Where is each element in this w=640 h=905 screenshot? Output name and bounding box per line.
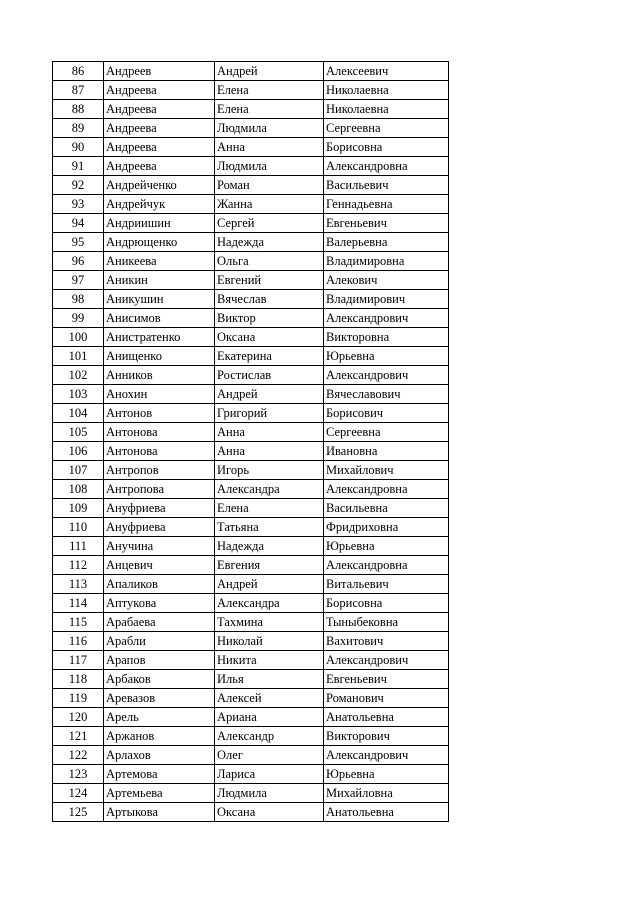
table-row — [53, 309, 449, 328]
table-row — [53, 347, 449, 366]
middle-name-cell: Фридриховна — [324, 518, 449, 537]
row-number: 107 — [53, 461, 104, 480]
table-row — [53, 727, 449, 746]
first-name-cell: Григорий — [215, 404, 324, 423]
first-name-cell: Александр — [215, 727, 324, 746]
first-name-cell: Роман — [215, 176, 324, 195]
last-name-cell: Арлахов — [104, 746, 215, 765]
row-number: 98 — [53, 290, 104, 309]
last-name-cell: Аникушин — [104, 290, 215, 309]
middle-name-cell: Вячеславович — [324, 385, 449, 404]
table-row — [53, 157, 449, 176]
row-number: 123 — [53, 765, 104, 784]
last-name-cell: Ануфриева — [104, 518, 215, 537]
table-row — [53, 499, 449, 518]
middle-name-cell: Сергеевна — [324, 423, 449, 442]
row-number: 102 — [53, 366, 104, 385]
row-number: 92 — [53, 176, 104, 195]
middle-name-cell: Александрович — [324, 746, 449, 765]
last-name-cell: Анцевич — [104, 556, 215, 575]
table-row — [53, 138, 449, 157]
middle-name-cell: Александровна — [324, 157, 449, 176]
row-number: 96 — [53, 252, 104, 271]
last-name-cell: Антропов — [104, 461, 215, 480]
first-name-cell: Елена — [215, 81, 324, 100]
middle-name-cell: Борисовна — [324, 594, 449, 613]
middle-name-cell: Михайловна — [324, 784, 449, 803]
last-name-cell: Апаликов — [104, 575, 215, 594]
row-number: 115 — [53, 613, 104, 632]
middle-name-cell: Юрьевна — [324, 765, 449, 784]
last-name-cell: Антонова — [104, 442, 215, 461]
first-name-cell: Илья — [215, 670, 324, 689]
table-row — [53, 594, 449, 613]
first-name-cell: Никита — [215, 651, 324, 670]
row-number: 109 — [53, 499, 104, 518]
last-name-cell: Андреев — [104, 62, 215, 81]
table-row — [53, 480, 449, 499]
last-name-cell: Артыкова — [104, 803, 215, 822]
middle-name-cell: Михайлович — [324, 461, 449, 480]
last-name-cell: Анистратенко — [104, 328, 215, 347]
table-row — [53, 195, 449, 214]
table-row — [53, 746, 449, 765]
table-row — [53, 176, 449, 195]
first-name-cell: Александра — [215, 594, 324, 613]
row-number: 91 — [53, 157, 104, 176]
row-number: 100 — [53, 328, 104, 347]
table-row — [53, 670, 449, 689]
first-name-cell: Александра — [215, 480, 324, 499]
table-row — [53, 689, 449, 708]
middle-name-cell: Тыныбековна — [324, 613, 449, 632]
row-number: 95 — [53, 233, 104, 252]
row-number: 106 — [53, 442, 104, 461]
row-number: 97 — [53, 271, 104, 290]
row-number: 87 — [53, 81, 104, 100]
row-number: 103 — [53, 385, 104, 404]
first-name-cell: Ольга — [215, 252, 324, 271]
row-number: 112 — [53, 556, 104, 575]
middle-name-cell: Викторовна — [324, 328, 449, 347]
first-name-cell: Оксана — [215, 328, 324, 347]
middle-name-cell: Анатольевна — [324, 708, 449, 727]
row-number: 118 — [53, 670, 104, 689]
middle-name-cell: Александрович — [324, 366, 449, 385]
first-name-cell: Ростислав — [215, 366, 324, 385]
row-number: 108 — [53, 480, 104, 499]
first-name-cell: Андрей — [215, 62, 324, 81]
middle-name-cell: Владимировна — [324, 252, 449, 271]
last-name-cell: Аптукова — [104, 594, 215, 613]
first-name-cell: Виктор — [215, 309, 324, 328]
middle-name-cell: Алекович — [324, 271, 449, 290]
first-name-cell: Жанна — [215, 195, 324, 214]
table-row — [53, 366, 449, 385]
last-name-cell: Андреева — [104, 100, 215, 119]
last-name-cell: Анников — [104, 366, 215, 385]
first-name-cell: Надежда — [215, 233, 324, 252]
middle-name-cell: Николаевна — [324, 100, 449, 119]
middle-name-cell: Геннадьевна — [324, 195, 449, 214]
first-name-cell: Анна — [215, 442, 324, 461]
last-name-cell: Андреева — [104, 81, 215, 100]
first-name-cell: Алексей — [215, 689, 324, 708]
first-name-cell: Сергей — [215, 214, 324, 233]
last-name-cell: Анохин — [104, 385, 215, 404]
last-name-cell: Артемьева — [104, 784, 215, 803]
name-list-table — [52, 61, 449, 822]
row-number: 104 — [53, 404, 104, 423]
row-number: 116 — [53, 632, 104, 651]
table-row — [53, 708, 449, 727]
first-name-cell: Николай — [215, 632, 324, 651]
first-name-cell: Андрей — [215, 575, 324, 594]
middle-name-cell: Николаевна — [324, 81, 449, 100]
first-name-cell: Евгения — [215, 556, 324, 575]
table-row — [53, 385, 449, 404]
row-number: 90 — [53, 138, 104, 157]
first-name-cell: Людмила — [215, 784, 324, 803]
last-name-cell: Аревазов — [104, 689, 215, 708]
last-name-cell: Антропова — [104, 480, 215, 499]
last-name-cell: Андреева — [104, 119, 215, 138]
middle-name-cell: Вахитович — [324, 632, 449, 651]
middle-name-cell: Александровна — [324, 556, 449, 575]
last-name-cell: Антонова — [104, 423, 215, 442]
row-number: 86 — [53, 62, 104, 81]
table-row — [53, 423, 449, 442]
row-number: 117 — [53, 651, 104, 670]
middle-name-cell: Александровна — [324, 480, 449, 499]
middle-name-cell: Юрьевна — [324, 537, 449, 556]
row-number: 119 — [53, 689, 104, 708]
middle-name-cell: Валерьевна — [324, 233, 449, 252]
first-name-cell: Евгений — [215, 271, 324, 290]
name-list-body — [53, 62, 449, 822]
table-row — [53, 575, 449, 594]
last-name-cell: Анисимов — [104, 309, 215, 328]
middle-name-cell: Александрович — [324, 651, 449, 670]
middle-name-cell: Васильевна — [324, 499, 449, 518]
first-name-cell: Анна — [215, 138, 324, 157]
first-name-cell: Тахмина — [215, 613, 324, 632]
middle-name-cell: Борисович — [324, 404, 449, 423]
middle-name-cell: Евгеньевич — [324, 670, 449, 689]
first-name-cell: Елена — [215, 499, 324, 518]
table-row — [53, 252, 449, 271]
middle-name-cell: Юрьевна — [324, 347, 449, 366]
last-name-cell: Андрющенко — [104, 233, 215, 252]
row-number: 125 — [53, 803, 104, 822]
row-number: 121 — [53, 727, 104, 746]
first-name-cell: Игорь — [215, 461, 324, 480]
table-row — [53, 290, 449, 309]
last-name-cell: Андреева — [104, 157, 215, 176]
first-name-cell: Олег — [215, 746, 324, 765]
row-number: 113 — [53, 575, 104, 594]
last-name-cell: Арабаева — [104, 613, 215, 632]
last-name-cell: Анучина — [104, 537, 215, 556]
table-row — [53, 119, 449, 138]
first-name-cell: Екатерина — [215, 347, 324, 366]
table-row — [53, 803, 449, 822]
row-number: 124 — [53, 784, 104, 803]
row-number: 111 — [53, 537, 104, 556]
table-row — [53, 632, 449, 651]
table-row — [53, 556, 449, 575]
table-row — [53, 62, 449, 81]
table-row — [53, 81, 449, 100]
middle-name-cell: Сергеевна — [324, 119, 449, 138]
first-name-cell: Людмила — [215, 119, 324, 138]
row-number: 101 — [53, 347, 104, 366]
row-number: 122 — [53, 746, 104, 765]
table-row — [53, 214, 449, 233]
table-row — [53, 271, 449, 290]
table-row — [53, 613, 449, 632]
row-number: 105 — [53, 423, 104, 442]
first-name-cell: Надежда — [215, 537, 324, 556]
last-name-cell: Аникеева — [104, 252, 215, 271]
last-name-cell: Андриишин — [104, 214, 215, 233]
row-number: 93 — [53, 195, 104, 214]
table-row — [53, 461, 449, 480]
middle-name-cell: Анатольевна — [324, 803, 449, 822]
last-name-cell: Андрейченко — [104, 176, 215, 195]
row-number: 89 — [53, 119, 104, 138]
last-name-cell: Андрейчук — [104, 195, 215, 214]
table-row — [53, 233, 449, 252]
row-number: 94 — [53, 214, 104, 233]
middle-name-cell: Алексеевич — [324, 62, 449, 81]
middle-name-cell: Владимирович — [324, 290, 449, 309]
middle-name-cell: Витальевич — [324, 575, 449, 594]
last-name-cell: Андреева — [104, 138, 215, 157]
row-number: 110 — [53, 518, 104, 537]
first-name-cell: Татьяна — [215, 518, 324, 537]
last-name-cell: Аржанов — [104, 727, 215, 746]
last-name-cell: Арапов — [104, 651, 215, 670]
last-name-cell: Артемова — [104, 765, 215, 784]
last-name-cell: Аникин — [104, 271, 215, 290]
table-row — [53, 518, 449, 537]
last-name-cell: Арбаков — [104, 670, 215, 689]
row-number: 120 — [53, 708, 104, 727]
table-row — [53, 404, 449, 423]
first-name-cell: Оксана — [215, 803, 324, 822]
middle-name-cell: Васильевич — [324, 176, 449, 195]
middle-name-cell: Борисовна — [324, 138, 449, 157]
row-number: 88 — [53, 100, 104, 119]
table-row — [53, 651, 449, 670]
first-name-cell: Людмила — [215, 157, 324, 176]
first-name-cell: Анна — [215, 423, 324, 442]
table-row — [53, 765, 449, 784]
table-row — [53, 784, 449, 803]
first-name-cell: Елена — [215, 100, 324, 119]
middle-name-cell: Александрович — [324, 309, 449, 328]
last-name-cell: Анищенко — [104, 347, 215, 366]
first-name-cell: Вячеслав — [215, 290, 324, 309]
table-row — [53, 328, 449, 347]
first-name-cell: Андрей — [215, 385, 324, 404]
last-name-cell: Ануфриева — [104, 499, 215, 518]
last-name-cell: Арабли — [104, 632, 215, 651]
first-name-cell: Лариса — [215, 765, 324, 784]
table-row — [53, 537, 449, 556]
first-name-cell: Ариана — [215, 708, 324, 727]
row-number: 99 — [53, 309, 104, 328]
middle-name-cell: Романович — [324, 689, 449, 708]
middle-name-cell: Ивановна — [324, 442, 449, 461]
middle-name-cell: Викторович — [324, 727, 449, 746]
row-number: 114 — [53, 594, 104, 613]
middle-name-cell: Евгеньевич — [324, 214, 449, 233]
last-name-cell: Арель — [104, 708, 215, 727]
last-name-cell: Антонов — [104, 404, 215, 423]
table-row — [53, 100, 449, 119]
table-row — [53, 442, 449, 461]
